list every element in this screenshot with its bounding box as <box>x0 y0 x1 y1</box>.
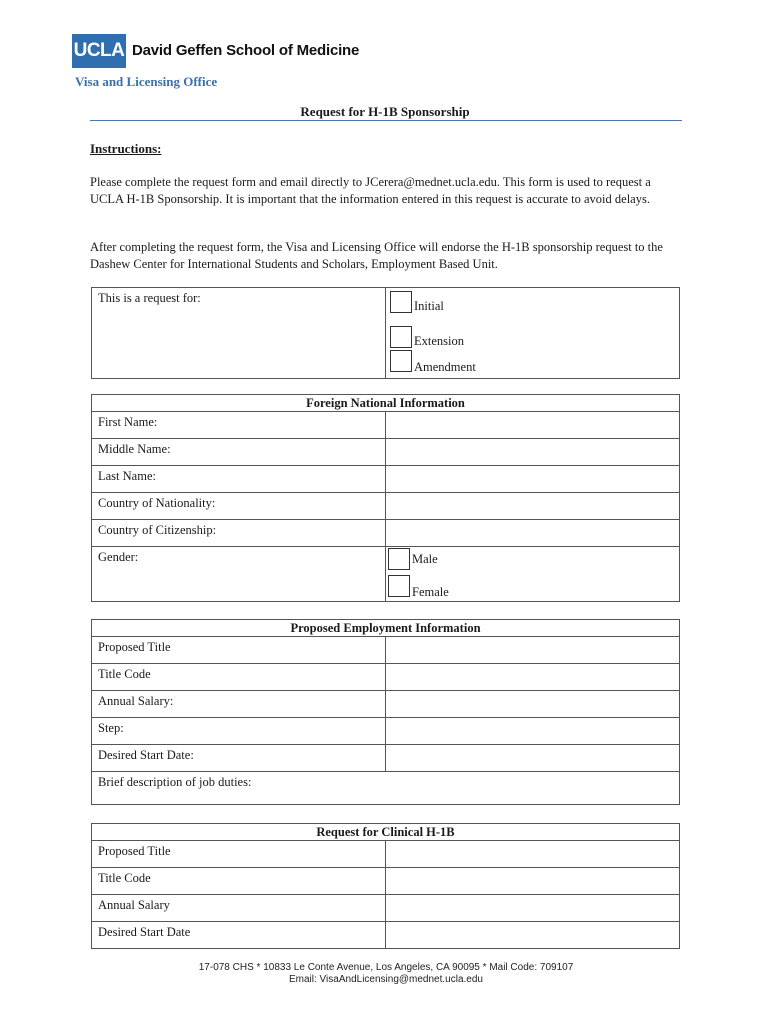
middle-name-field[interactable] <box>386 439 680 466</box>
school-name: David Geffen School of Medicine <box>132 42 360 59</box>
clinical-title-code-field[interactable] <box>386 868 680 895</box>
male-checkbox[interactable] <box>388 548 410 570</box>
start-date-label: Desired Start Date: <box>92 745 386 772</box>
option-label: Amendment <box>414 360 476 374</box>
extension-checkbox[interactable] <box>390 326 412 348</box>
option-extension[interactable] <box>390 313 673 348</box>
office-name: Visa and Licensing Office <box>75 74 218 89</box>
annual-salary-field[interactable] <box>386 691 680 718</box>
annual-salary-label: Annual Salary: <box>92 691 386 718</box>
clinical-annual-salary-field[interactable] <box>386 895 680 922</box>
section-heading: Request for Clinical H-1B <box>92 824 680 841</box>
option-initial[interactable] <box>390 288 673 313</box>
last-name-label: Last Name: <box>92 466 386 493</box>
clinical-title-code-label: Title Code <box>92 868 386 895</box>
last-name-field[interactable] <box>386 466 680 493</box>
instructions-paragraph-1: Please complete the request form and email directly to JCerera@mednet.ucla.edu. This form is used to request a UCLA H-1B Sponsorship. It is important that the information entered in this request is accurate to avoid delays. <box>90 175 651 206</box>
clinical-start-date-field[interactable] <box>386 922 680 949</box>
job-duties-field[interactable] <box>92 772 680 805</box>
middle-name-label: Middle Name: <box>92 439 386 466</box>
page-footer <box>90 962 682 986</box>
option-label: Extension <box>414 334 464 348</box>
clinical-proposed-title-field[interactable] <box>386 841 680 868</box>
clinical-annual-salary-label: Annual Salary <box>92 895 386 922</box>
request-type-label: This is a request for: <box>92 288 386 379</box>
option-label: Initial <box>414 299 444 313</box>
step-field[interactable] <box>386 718 680 745</box>
start-date-field[interactable] <box>386 745 680 772</box>
first-name-field[interactable] <box>386 412 680 439</box>
clinical-table <box>91 823 680 949</box>
form-title: Request for H-1B Sponsorship <box>300 104 470 119</box>
clinical-proposed-title-label: Proposed Title <box>92 841 386 868</box>
title-divider <box>90 120 682 121</box>
footer-address: 17-078 CHS * 10833 Le Conte Avenue, Los Angeles, CA 90095 * Mail Code: 709107 <box>198 962 574 973</box>
initial-checkbox[interactable] <box>390 291 412 313</box>
nationality-field[interactable] <box>386 493 680 520</box>
ucla-logo: UCLA <box>72 34 126 68</box>
employment-table <box>91 619 680 805</box>
clinical-start-date-label: Desired Start Date <box>92 922 386 949</box>
gender-label: Gender: <box>92 547 386 602</box>
option-label: Female <box>412 585 449 599</box>
footer-email: Email: VisaAndLicensing@mednet.ucla.edu <box>289 974 483 985</box>
option-female[interactable] <box>388 571 673 601</box>
section-heading: Proposed Employment Information <box>92 620 680 637</box>
female-checkbox[interactable] <box>388 575 410 597</box>
section-heading: Foreign National Information <box>92 395 680 412</box>
option-amendment[interactable] <box>390 348 673 378</box>
citizenship-label: Country of Citizenship: <box>92 520 386 547</box>
option-label: Male <box>412 552 438 566</box>
proposed-title-field[interactable] <box>386 637 680 664</box>
request-type-table <box>91 287 680 379</box>
amendment-checkbox[interactable] <box>390 350 412 372</box>
foreign-national-table <box>91 394 680 602</box>
instructions-heading: Instructions: <box>90 141 162 156</box>
proposed-title-label: Proposed Title <box>92 637 386 664</box>
first-name-label: First Name: <box>92 412 386 439</box>
citizenship-field[interactable] <box>386 520 680 547</box>
step-label: Step: <box>92 718 386 745</box>
option-male[interactable] <box>388 547 673 571</box>
nationality-label: Country of Nationality: <box>92 493 386 520</box>
instructions-paragraph-2: After completing the request form, the Visa and Licensing Office will endorse the H-1B sponsorship request to the Dashew Center for International Students and Scholars, Employment Based Unit. <box>90 240 663 271</box>
job-duties-label: Brief description of job duties: <box>98 775 252 789</box>
title-code-field[interactable] <box>386 664 680 691</box>
title-code-label: Title Code <box>92 664 386 691</box>
